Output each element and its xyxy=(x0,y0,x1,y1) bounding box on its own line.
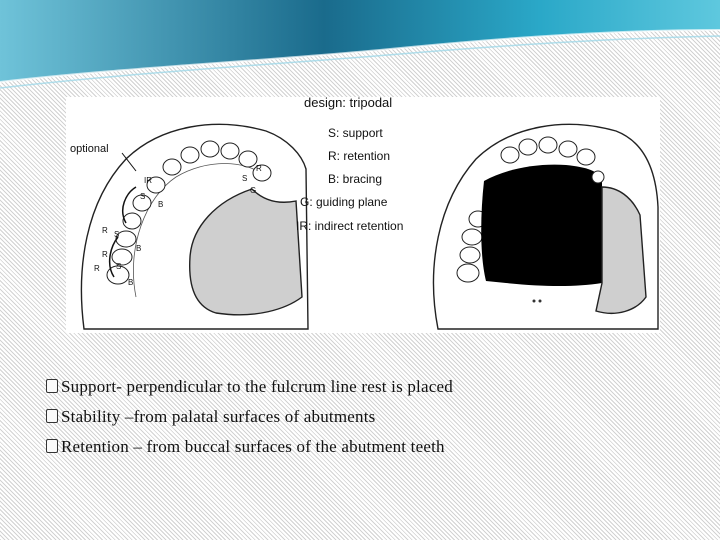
figure-title: design: tripodal xyxy=(304,97,393,110)
tooth-mark-3: S xyxy=(140,192,146,201)
bullet-text-retention: Retention – from buccal surfaces of the abutment teeth xyxy=(61,437,445,456)
denture-diagram xyxy=(66,97,660,333)
header-wave-banner xyxy=(0,0,720,95)
tooth-mark-12: S xyxy=(116,262,122,271)
legend-bracing: B: bracing xyxy=(328,172,383,186)
tooth-mark-10: B xyxy=(136,244,142,253)
tooth-mark-2: IR xyxy=(144,176,152,185)
tooth-mark-5: R xyxy=(102,226,108,235)
legend-retention: R: retention xyxy=(328,149,391,163)
bullet-list xyxy=(46,372,686,462)
tooth-mark-7: S xyxy=(242,174,248,183)
right-arch-drawing xyxy=(434,124,658,329)
optional-callout: optional xyxy=(70,143,109,155)
tooth-mark-13: B xyxy=(128,278,134,287)
tooth-mark-9: S xyxy=(114,230,120,239)
bullet-item-support xyxy=(46,372,686,402)
design-legend xyxy=(296,97,403,233)
denture-design-figure xyxy=(66,97,660,333)
tooth-mark-1: R xyxy=(256,164,262,173)
bullet-item-stability xyxy=(46,402,686,432)
legend-guiding-plane: G: guiding plane xyxy=(300,195,388,209)
bullet-item-retention xyxy=(46,432,686,462)
left-arch-drawing xyxy=(81,124,308,329)
tooth-mark-4: B xyxy=(158,200,164,209)
tooth-mark-11: R xyxy=(94,264,100,273)
bullet-glyph-icon xyxy=(46,409,58,423)
legend-indirect-retention: IR: indirect retention xyxy=(296,219,404,233)
bullet-glyph-icon xyxy=(46,379,58,393)
bullet-text-support: Support- perpendicular to the fulcrum line rest is placed xyxy=(61,377,453,396)
bullet-glyph-icon xyxy=(46,439,58,453)
tooth-mark-6: G xyxy=(250,186,257,195)
bullet-text-stability: Stability –from palatal surfaces of abutments xyxy=(61,407,376,426)
legend-support: S: support xyxy=(328,126,383,140)
tooth-mark-8: R xyxy=(102,250,108,259)
